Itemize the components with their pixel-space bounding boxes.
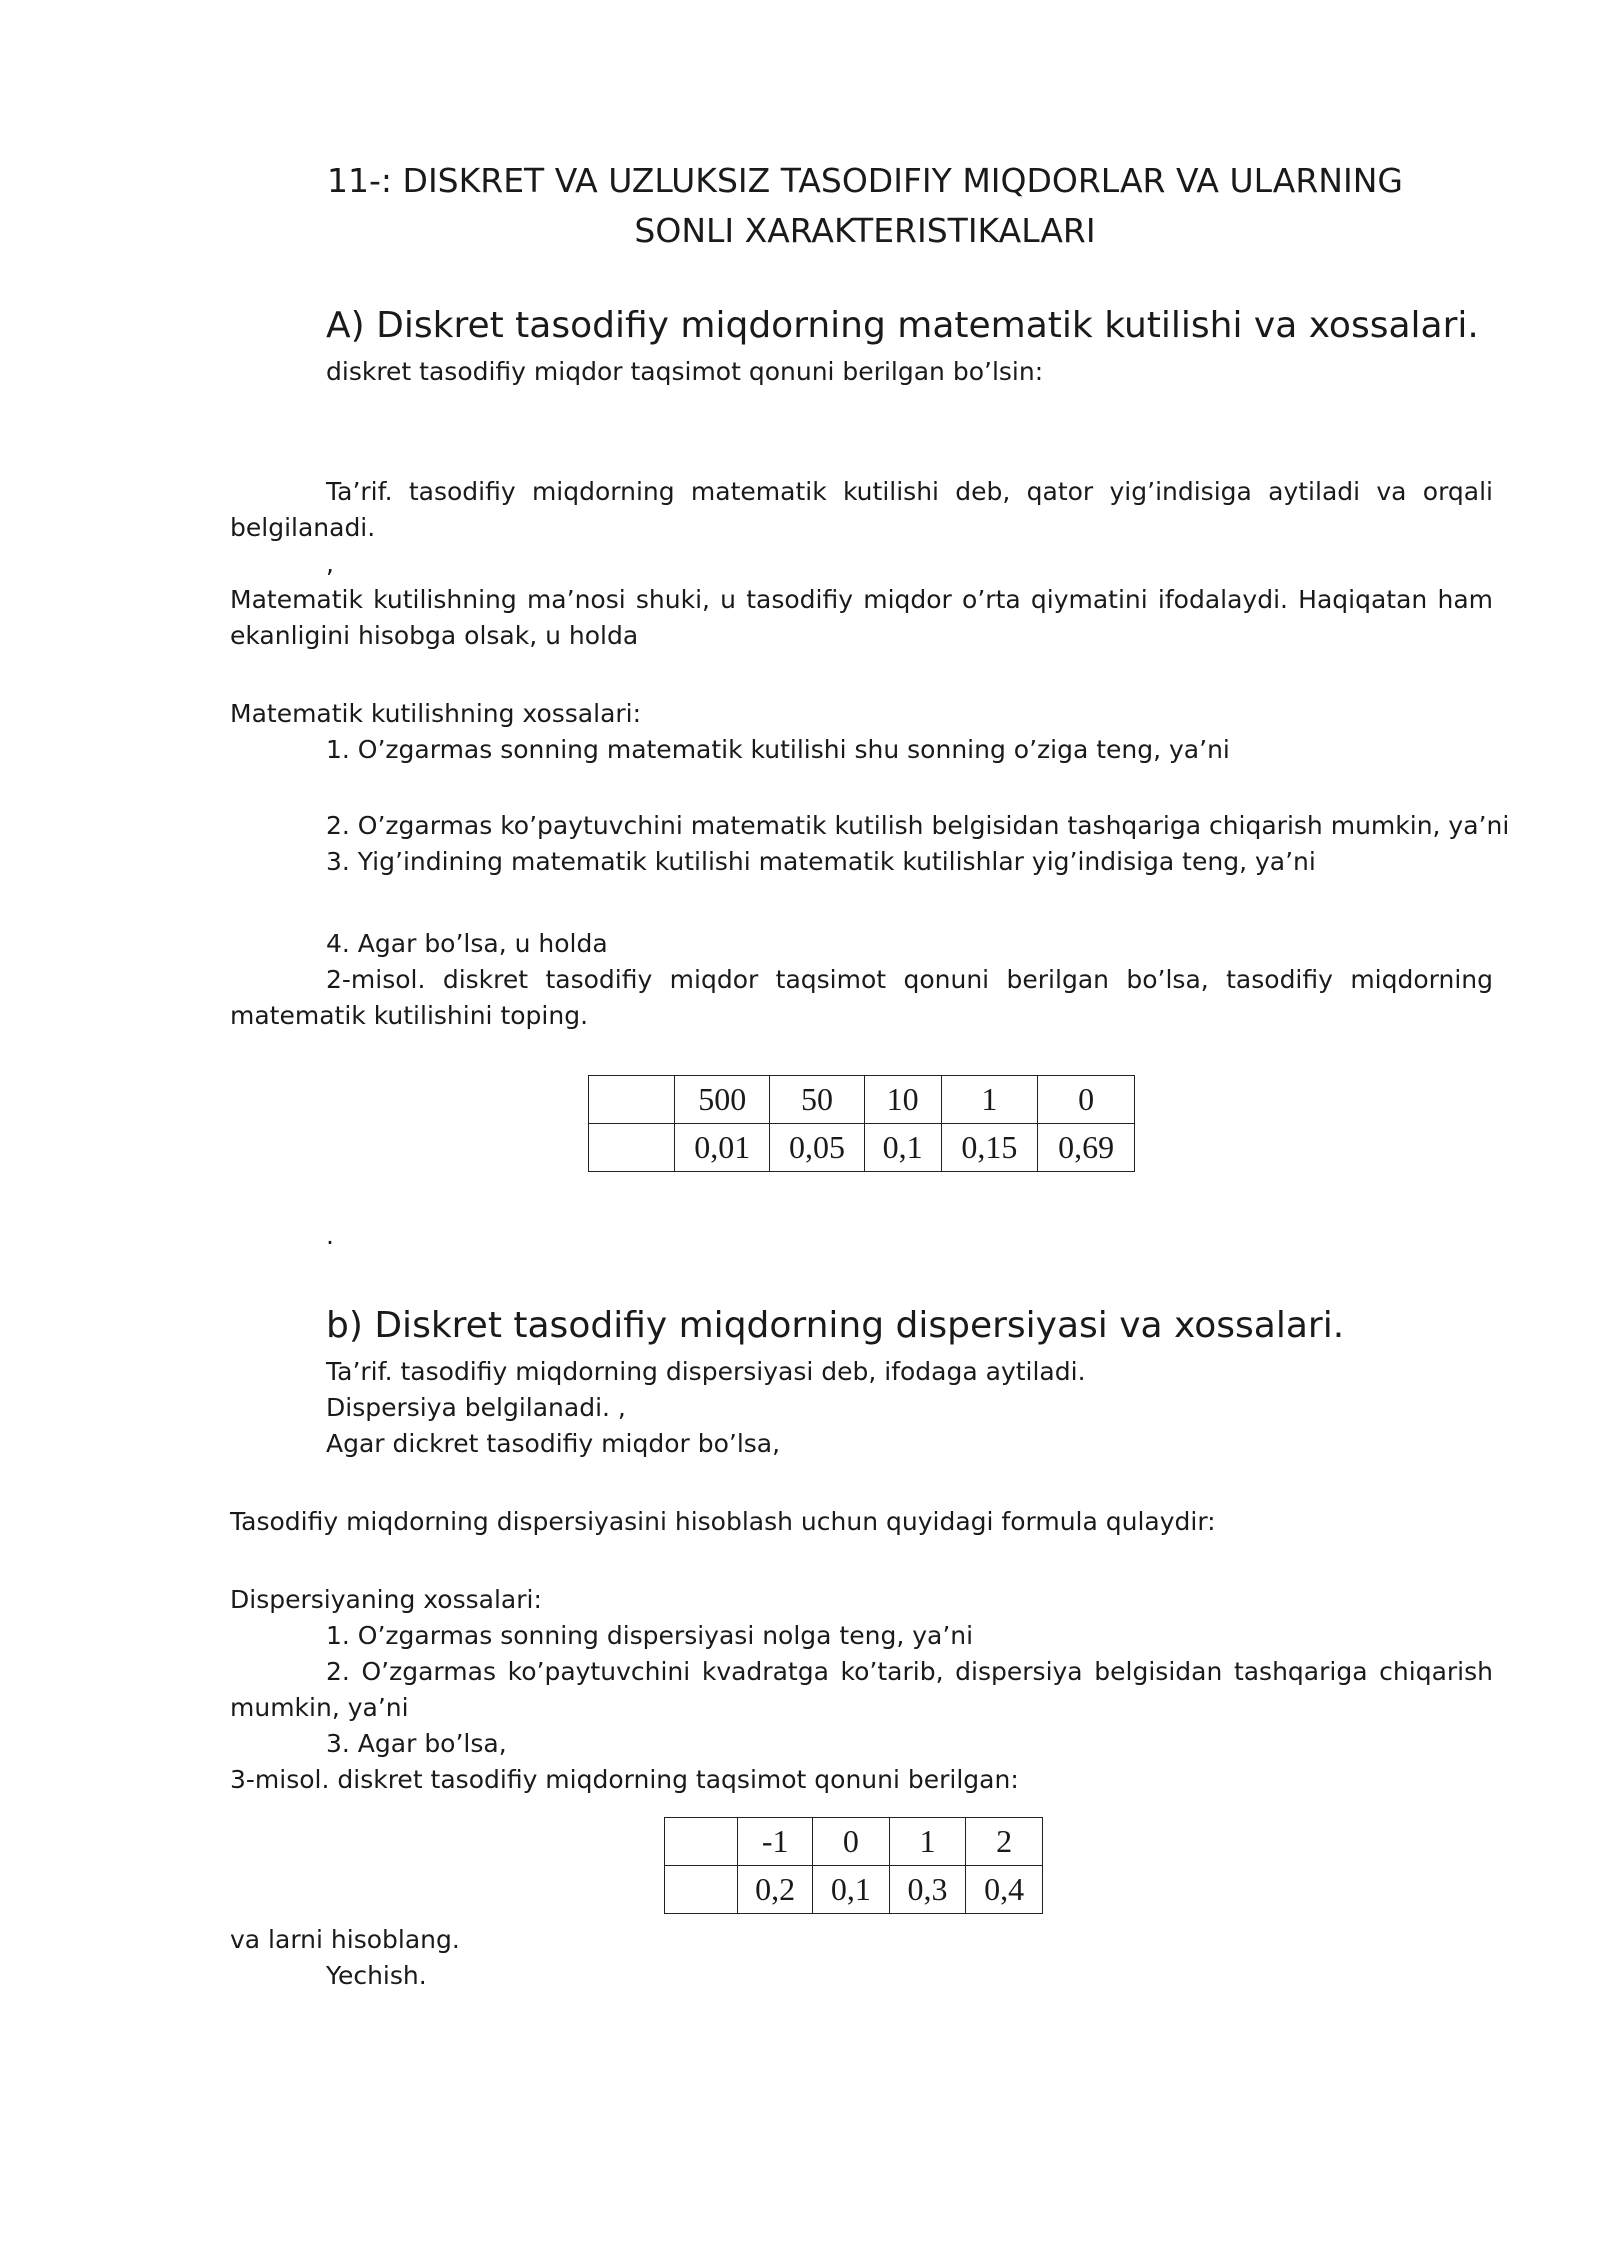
table-cell: 0 <box>812 1818 889 1866</box>
definition-line1: Ta’rif. tasodifiy miqdorning matematik kutilishi deb, qator yig’indisiga aytiladi va orqali <box>326 477 1493 506</box>
table-cell: 0,69 <box>1038 1124 1135 1172</box>
example-2-line2: matematik kutilishini toping. <box>230 1001 589 1030</box>
table-cell: 2 <box>966 1818 1043 1866</box>
stray-dot: . <box>326 1221 334 1250</box>
page-title-line2: SONLI XARAKTERISTIKALARI <box>634 211 1096 250</box>
table-cell: 0,1 <box>812 1866 889 1914</box>
stray-comma: , <box>326 549 334 578</box>
expectation-properties-title: Matematik kutilishning xossalari: <box>230 699 642 728</box>
table-cell: 10 <box>864 1076 941 1124</box>
variance-formula-intro: Tasodifiy miqdorning dispersiyasini hisoblash uchun quyidagi formula qulaydir: <box>230 1507 1216 1536</box>
variance-notation: Dispersiya belgilanadi. , <box>326 1393 626 1422</box>
distribution-table-2 <box>664 1817 1043 1914</box>
variance-property-1: 1. O’zgarmas sonning dispersiyasi nolga teng, ya’ni <box>326 1621 974 1650</box>
table-cell <box>589 1076 675 1124</box>
table-cell: 0,3 <box>889 1866 966 1914</box>
table-cell: 0,05 <box>770 1124 865 1172</box>
table-cell: -1 <box>738 1818 813 1866</box>
task-text: va larni hisoblang. <box>230 1925 460 1954</box>
table-cell: 0,2 <box>738 1866 813 1914</box>
table-row <box>589 1124 1135 1172</box>
table-row <box>589 1076 1135 1124</box>
variance-if-discrete: Agar dickret tasodifiy miqdor bo’lsa, <box>326 1429 781 1458</box>
variance-property-2-line2: mumkin, ya’ni <box>230 1693 409 1722</box>
table-cell: 1 <box>941 1076 1038 1124</box>
table-cell: 1 <box>889 1818 966 1866</box>
definition-line2: belgilanadi. <box>230 513 376 542</box>
page-title <box>230 156 1500 256</box>
section-b-heading: b) Diskret tasodifiy miqdorning dispersiyasi va xossalari. <box>326 1305 1345 1346</box>
table-cell: 50 <box>770 1076 865 1124</box>
expectation-property-3: 3. Yig’indining matematik kutilishi matematik kutilishlar yig’indisiga teng, ya’ni <box>326 847 1316 876</box>
meaning-line1: Matematik kutilishning ma’nosi shuki, u tasodifiy miqdor o’rta qiymatini ifodalaydi. Haqiqatan ham <box>230 585 1493 614</box>
example-3: 3-misol. diskret tasodifiy miqdorning taqsimot qonuni berilgan: <box>230 1765 1019 1794</box>
table-cell: 0,01 <box>675 1124 770 1172</box>
distribution-table-1 <box>588 1075 1135 1172</box>
table-cell <box>589 1124 675 1172</box>
solution-label: Yechish. <box>326 1961 427 1990</box>
variance-properties-title: Dispersiyaning xossalari: <box>230 1585 542 1614</box>
table-row <box>665 1866 1043 1914</box>
section-a-intro: diskret tasodifiy miqdor taqsimot qonuni berilgan bo’lsin: <box>326 357 1044 386</box>
table-cell: 0 <box>1038 1076 1135 1124</box>
expectation-property-1: 1. O’zgarmas sonning matematik kutilishi shu sonning o’ziga teng, ya’ni <box>326 735 1230 764</box>
expectation-property-2: 2. O’zgarmas ko’paytuvchini matematik kutilish belgisidan tashqariga chiqarish mumkin, ya’ni <box>326 811 1510 840</box>
meaning-line2: ekanligini hisobga olsak, u holda <box>230 621 639 650</box>
expectation-property-4: 4. Agar bo’lsa, u holda <box>326 929 608 958</box>
table-cell: 0,4 <box>966 1866 1043 1914</box>
table-cell: 0,15 <box>941 1124 1038 1172</box>
variance-property-3: 3. Agar bo’lsa, <box>326 1729 507 1758</box>
example-2-line1: 2-misol. diskret tasodifiy miqdor taqsimot qonuni berilgan bo’lsa, tasodifiy miqdorning <box>326 965 1493 994</box>
table-cell: 500 <box>675 1076 770 1124</box>
table-cell <box>665 1818 738 1866</box>
variance-property-2-line1: 2. O’zgarmas ko’paytuvchini kvadratga ko’tarib, dispersiya belgisidan tashqariga chiqarish <box>326 1657 1493 1686</box>
table-row <box>665 1818 1043 1866</box>
page-title-line1: 11-: DISKRET VA UZLUKSIZ TASODIFIY MIQDORLAR VA ULARNING <box>327 161 1403 200</box>
variance-definition: Ta’rif. tasodifiy miqdorning dispersiyasi deb, ifodaga aytiladi. <box>326 1357 1086 1386</box>
section-a-heading: A) Diskret tasodifiy miqdorning matematik kutilishi va xossalari. <box>326 305 1479 346</box>
table-cell: 0,1 <box>864 1124 941 1172</box>
table-cell <box>665 1866 738 1914</box>
